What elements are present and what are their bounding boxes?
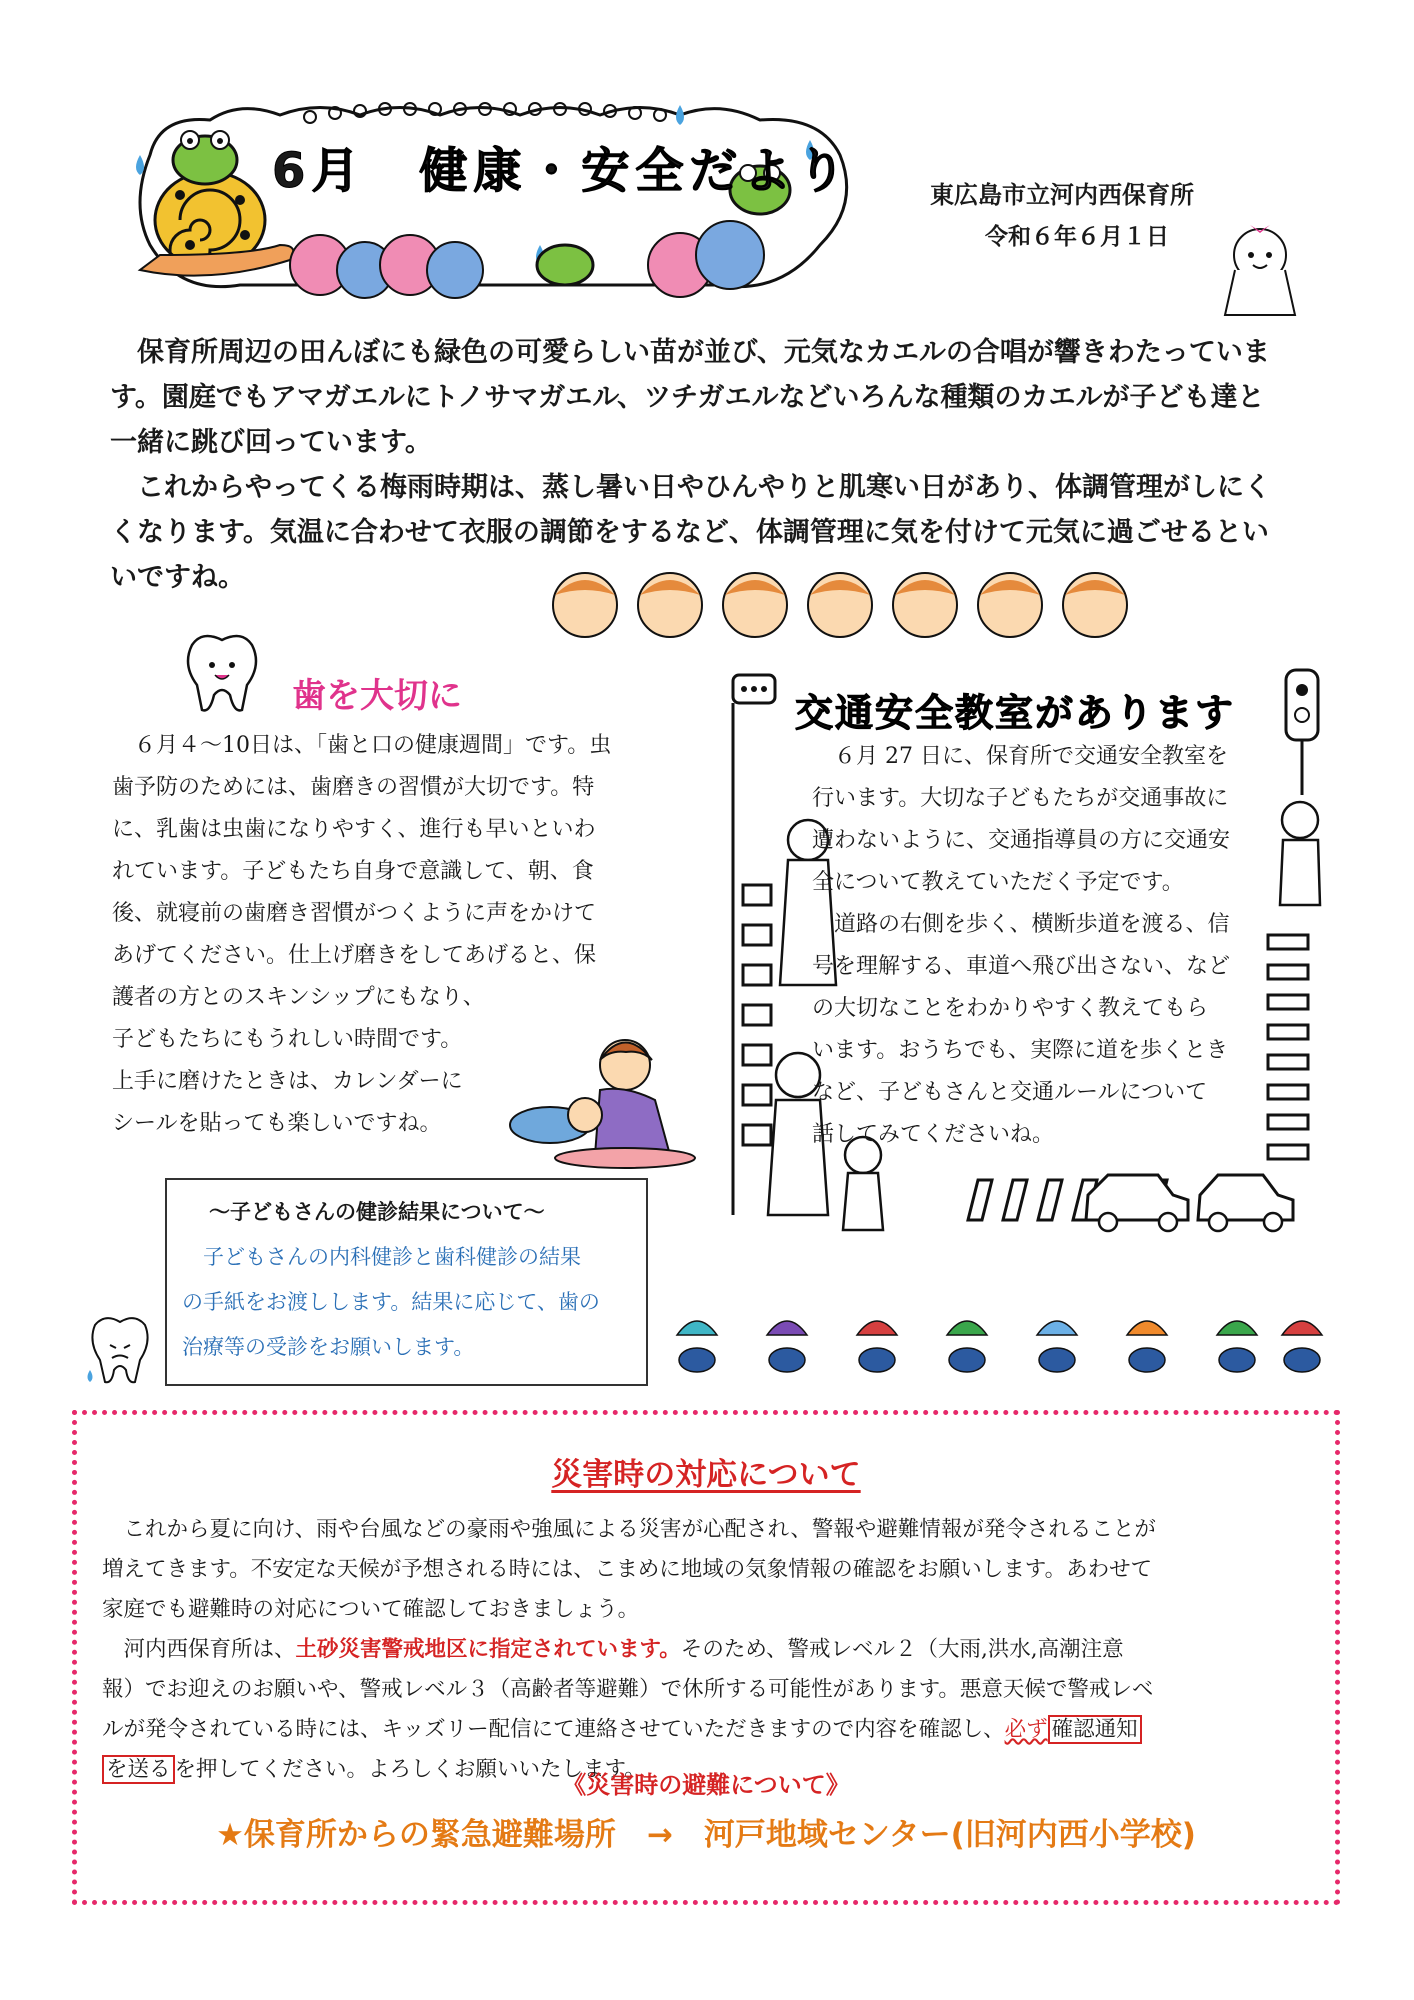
disaster-section-heading: 災害時の対応について (551, 1457, 861, 1493)
text-line: 遭わないように、交通指導員の方に交通安 (812, 828, 1231, 853)
checkup-results-box (165, 1178, 648, 1386)
intro-paragraph: これからやってくる梅雨時期は、蒸し暑い日やひんやりと肌寒い日があり、体調管理がしにくくなります。気温に合わせて衣服の調節をするなど、体調管理に気を付けて元気に過ごせるといいですね。 (110, 472, 1271, 593)
text-line: 歯予防のためには、歯磨きの習慣が大切です。特 (112, 775, 595, 800)
text-line: 子どもたちにもうれしい時間です。 (112, 1027, 463, 1052)
text-line: あげてください。仕上げ磨きをしてあげると、保 (112, 943, 597, 968)
text-line: れています。子どもたち自身で意識して、朝、食 (112, 859, 594, 884)
evacuation-subheading: 《災害時の避難について》 (562, 1771, 850, 1799)
text-line: ６月 27 日に、保育所で交通安全教室を (812, 744, 1228, 769)
text-segment: そのため、警戒レベル２（大雨,洪水,高潮注意 (680, 1637, 1124, 1662)
traffic-section-heading: 交通安全教室があります (795, 691, 1236, 735)
text-line: に、乳歯は虫歯になりやすく、進行も早いといわ (112, 817, 596, 842)
designated-area-warning: 土砂災害警戒地区に指定されています。 (295, 1637, 681, 1662)
text-line: の大切なことをわかりやすく教えてもら (812, 996, 1209, 1021)
ants-with-umbrellas-illustration (672, 1305, 1337, 1385)
text-line: 護者の方とのスキンシップにもなり、 (112, 985, 485, 1010)
text-segment: を押してください。よろしくお願いいたします。 (174, 1757, 646, 1782)
text-line: 上手に磨けたときは、カレンダーに (112, 1069, 463, 1094)
text-line: 増えてきます。不安定な天候が予想される時には、こまめに地域の気象情報の確認をお願いします。あわせて (102, 1557, 1153, 1582)
text-line: 行います。大切な子どもたちが交通事故に (812, 786, 1229, 811)
confirm-notice-label: 確認通知 (1048, 1715, 1142, 1744)
header-banner-illustration (120, 95, 950, 315)
teeth-section-heading: 歯を大切に (292, 676, 462, 716)
children-faces-illustration (545, 565, 1185, 645)
checkup-box-body (182, 1235, 642, 1370)
tooth-icon (172, 625, 272, 715)
text-line (102, 1630, 1322, 1670)
text-line (102, 1710, 1322, 1750)
mother-brushing-teeth-illustration (505, 1030, 705, 1170)
checkup-box-title: 〜子どもさんの健診結果について〜 (209, 1200, 545, 1224)
text-line: これから夏に向け、雨や台風などの豪雨や強風による災害が心配され、警報や避難情報が発令されることが (102, 1517, 1156, 1542)
text-line: 全について教えていただく予定です。 (812, 870, 1184, 895)
text-line: 報）でお迎えのお願いや、警戒レベル３（高齢者等避難）で休所する可能性があります。悪意天候で警戒レベ (102, 1677, 1154, 1702)
text-line: ６月４〜10日は、「歯と口の健康週間」です。虫 (112, 733, 612, 758)
evacuation-location: ★保育所からの緊急避難場所 → 河戸地域センター(旧河内西小学校) (216, 1817, 1196, 1853)
teru-teru-bozu-illustration (1215, 215, 1305, 325)
text-line: 子どもさんの内科健診と歯科健診の結果 (182, 1245, 581, 1269)
text-line: の手紙をお渡しします。結果に応じて、歯の (182, 1290, 600, 1314)
intro-paragraph: 保育所周辺の田んぼにも緑色の可愛らしい苗が並び、元気なカエルの合唱が響きわたっています。園庭でもアマガエルにトノサマガエル、ツチガエルなどいろんな種類のカエルが子ども達と一緒に跳び回っています。 (110, 337, 1270, 458)
text-segment: 河内西保育所は、 (102, 1637, 296, 1662)
page-title: 6月 健康・安全だより (272, 143, 852, 199)
traffic-section-body (812, 736, 1282, 1156)
text-line: シールを貼っても楽しいですね。 (112, 1111, 442, 1136)
text-line: 家庭でも避難時の対応について確認しておきましょう。 (102, 1597, 640, 1622)
send-button-label: を送る (102, 1755, 175, 1784)
disaster-response-box (72, 1410, 1340, 1905)
text-line: 後、就寝前の歯磨き習慣がつくように声をかけて (112, 901, 597, 926)
text-line: 話してみてくださいね。 (812, 1122, 1055, 1147)
disaster-section-body (102, 1510, 1322, 1790)
intro-text (110, 330, 1290, 600)
text-line: 道路の右側を歩く、横断歩道を渡る、信 (812, 912, 1230, 937)
text-line: います。おうちでも、実際に道を歩くとき (812, 1038, 1229, 1063)
must-emphasis: 必ず (1004, 1717, 1048, 1742)
text-segment: ルが発令されている時には、キッズリー配信にて連絡させていただきますので内容を確認し、 (102, 1717, 1005, 1742)
issue-date: 令和６年６月１日 (985, 224, 1169, 250)
text-line: など、子どもさんと交通ルールについて (812, 1080, 1208, 1105)
text-line: 治療等の受診をお願いします。 (182, 1335, 475, 1359)
organization-name: 東広島市立河内西保育所 (930, 181, 1194, 209)
sad-tooth-icon (80, 1310, 160, 1390)
text-line: 号を理解する、車道へ飛び出さない、など (812, 954, 1231, 979)
